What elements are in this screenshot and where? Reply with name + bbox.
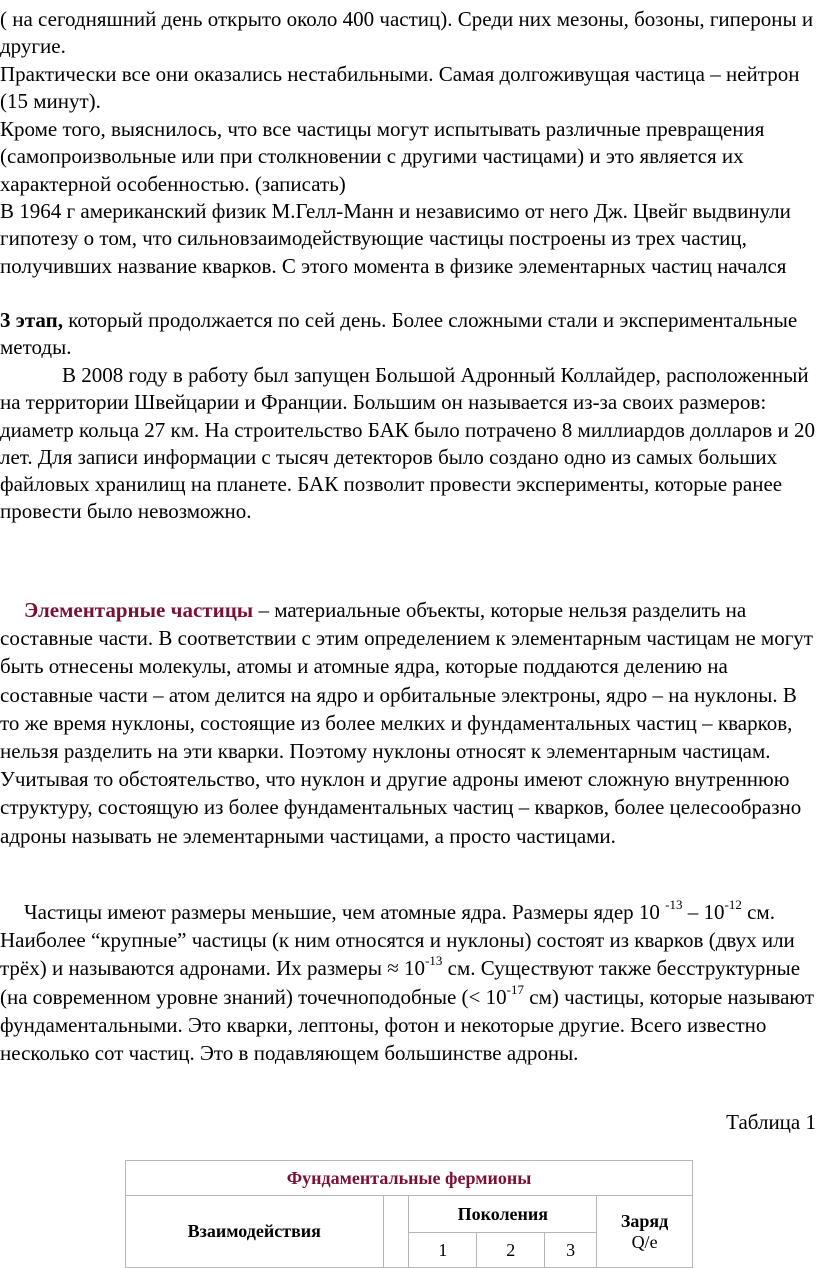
definition-text: – материальные объекты, которые нельзя разделить на составные части. В соответствии с этим определением к элементарным частицам не могут быть отнесены молекулы, атомы и атомные ядра, которые поддаются делению на составные части – атом делится на ядро и орбитальные электроны, ядро – на нуклоны. В то же время нуклоны, состоящие из более мелких и фундаментальных частиц – кварков, нельзя разделить на эти кварки. Поэтому нуклоны относят к элементарным частицам. Учитывая то обстоятельство, что нуклон и другие адроны имеют сложную внутреннюю структуру, состоящую из более фундаментальных частиц – кварков, более целесообразно адроны называть не элементарными частицами, а просто частицами. [0, 598, 813, 848]
paragraph-instability: Практически все они оказались нестабильными. Самая долгоживущая частица – нейтрон (15 минут). [0, 62, 800, 114]
paragraph-transformations: Кроме того, выяснилось, что все частицы могут испытывать различные превращения (самопроизвольные или при столкновении с другими частицами) и это является их характерной особенностью. (записать) [0, 117, 765, 196]
stage-label: 3 этап, [0, 308, 63, 332]
generation-3: 3 [545, 1233, 597, 1268]
exponent-3: -13 [425, 953, 443, 969]
sizes-text-2: – 10 [682, 900, 725, 924]
charge-label: Заряд [620, 1210, 669, 1231]
exponent-4: -17 [506, 981, 524, 997]
generation-2: 2 [477, 1233, 545, 1268]
paragraph-stage-three [0, 307, 816, 362]
header-generations: Поколения [409, 1196, 597, 1233]
table-title: Фундаментальные фермионы [126, 1161, 693, 1196]
table-caption: Таблица 1 [726, 1110, 816, 1134]
header-interactions: Взаимодействия [126, 1196, 384, 1268]
sizes-text-1: Частицы имеют размеры меньшие, чем атомные ядра. Размеры ядер 10 [24, 900, 666, 924]
paragraph-particle-sizes [0, 898, 816, 1067]
stage-text: который продолжается по сей день. Более сложными стали и экспериментальные методы. [0, 308, 798, 360]
exponent-2: -12 [724, 897, 742, 912]
term-elementary-particles: Элементарные частицы [24, 598, 254, 622]
sizes-text-3: см. Наиболее “крупные” частицы (к ним относятся и нуклоны) состоят из кварков (двух или трёх) и называются адронами. Их размеры ≈ 10 [0, 900, 795, 981]
charge-unit: Q/e [631, 1231, 658, 1252]
sizes-text-5: см) частицы, которые называют фундаментальными. Это кварки, лептоны, фотон и некоторые другие. Всего известно несколько сот частиц. Это в подавляющем большинстве адроны. [0, 984, 815, 1066]
header-charge [597, 1196, 693, 1268]
exponent-1: -13 [665, 897, 683, 912]
paragraph-lhc: В 2008 году в работу был запущен Большой Адронный Коллайдер, расположенный на территории Швейцарии и Франции. Большим он называется из-за своих размеров: диаметр кольца 27 км. На строительство БАК было потрачено 8 миллиардов долларов и 20 лет. Для записи информации с тысяч детекторов было создано одно из самых больших файловых хранилищ на планете. БАК позволит провести эксперименты, которые ранее провести было невозможно. [0, 363, 815, 524]
paragraph-definition [0, 596, 816, 850]
paragraph-particle-count: ( на сегодняшний день открыто около 400 частиц). Среди них мезоны, бозоны, гипероны и другие. [0, 7, 814, 59]
paragraph-quark-hypothesis: В 1964 г американский физик М.Гелл-Манн и независимо от него Дж. Цвейг выдвинули гипотезу о том, что сильновзаимодействующие частицы построены из трех частиц, получивших название кварков. С этого момента в физике элементарных частиц начался [0, 199, 791, 278]
generation-1: 1 [409, 1233, 477, 1268]
spacer-cell [383, 1196, 409, 1268]
fermions-table [125, 1160, 693, 1268]
sizes-text-4: см. Существуют также бесструктурные (на современном уровне знаний) точечноподобные (< 10 [0, 956, 801, 1009]
